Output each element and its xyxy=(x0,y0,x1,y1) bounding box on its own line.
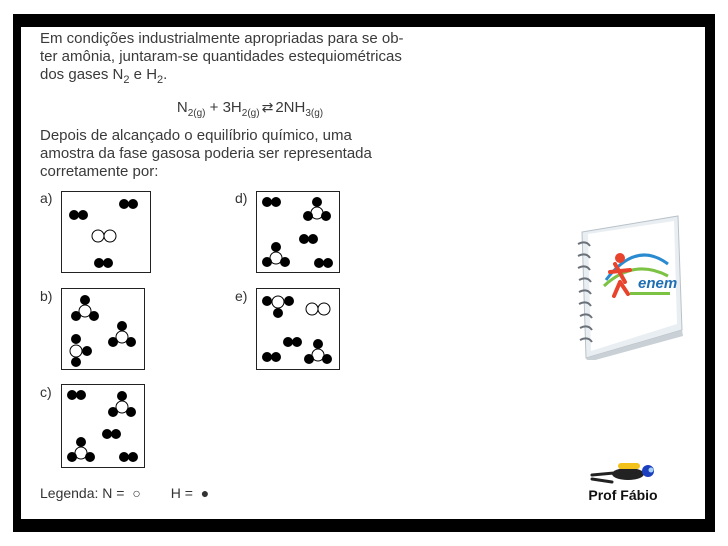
n2-molecule xyxy=(92,230,116,242)
h2-molecule xyxy=(283,337,302,347)
hydrogen-symbol-icon: ● xyxy=(200,485,210,501)
option-d-label: d) xyxy=(235,190,248,206)
intro-text xyxy=(40,30,420,89)
option-d-molecules xyxy=(257,192,339,272)
legend-n-label: Legenda: N = xyxy=(40,485,125,501)
stem-line-3: corretamente por: xyxy=(40,163,159,180)
h2-molecule xyxy=(119,199,138,209)
eq-nh3: 2NH xyxy=(275,99,306,116)
option-c-box[interactable] xyxy=(61,384,145,468)
h2-molecule xyxy=(102,429,121,439)
equilibrium-arrows-icon: ⇄ xyxy=(261,99,274,115)
intro-line-2: ter amônia, juntaram-se quantidades estequiométricas xyxy=(40,48,402,65)
option-e-label: e) xyxy=(235,288,248,304)
intro-line-1: Em condições industrialmente apropriadas para se ob- xyxy=(40,30,404,47)
eq-h2-sub: 2(g) xyxy=(241,108,260,119)
option-e-molecules xyxy=(257,289,339,369)
option-b-box[interactable] xyxy=(61,288,145,370)
option-a-box[interactable] xyxy=(61,191,151,273)
intro-line-3-end: . xyxy=(163,66,168,83)
intro-line-3: dos gases N xyxy=(40,66,124,83)
option-a-molecules xyxy=(62,192,150,272)
signature xyxy=(578,457,668,507)
h2-molecule xyxy=(262,197,281,207)
legend-h-label: H = xyxy=(170,485,193,501)
nitrogen-symbol-icon: ○ xyxy=(132,485,141,501)
nh3-molecule xyxy=(304,339,332,364)
nh3-molecule xyxy=(262,296,294,318)
option-b-label: b) xyxy=(40,288,53,304)
option-e-box[interactable] xyxy=(256,288,340,370)
intro-line-3-mid: e H xyxy=(129,66,158,83)
option-c-label: c) xyxy=(40,384,52,400)
option-d-box[interactable] xyxy=(256,191,340,273)
enem-notebook-image xyxy=(560,212,685,360)
signature-name: Prof Fábio xyxy=(588,487,658,503)
h2-molecule xyxy=(299,234,318,244)
option-b-molecules xyxy=(62,289,144,369)
question-stem xyxy=(40,127,420,181)
nh3-molecule xyxy=(108,321,136,347)
h2-molecule xyxy=(94,258,113,268)
n2-subscript: 2 xyxy=(123,74,130,86)
h2-molecule xyxy=(262,352,281,362)
nh3-molecule xyxy=(303,197,331,221)
h2-molecule xyxy=(67,390,86,400)
eq-plus-h2: + 3H xyxy=(205,99,242,116)
legend xyxy=(40,485,213,501)
nh3-molecule xyxy=(71,295,99,321)
nh3-molecule xyxy=(70,334,92,367)
chemical-equation xyxy=(80,99,420,119)
eq-nh3-sub: 3(g) xyxy=(305,108,324,119)
nh3-molecule xyxy=(262,242,290,267)
h2-molecule xyxy=(314,258,333,268)
eq-n2: N xyxy=(176,99,188,116)
notebook-logo-text: enem xyxy=(638,275,678,292)
option-a-label: a) xyxy=(40,190,53,206)
nh3-molecule xyxy=(108,391,136,417)
scuba-diver-icon xyxy=(578,457,668,487)
h2-molecule xyxy=(119,452,138,462)
n2-molecule xyxy=(306,303,330,315)
stem-line-1: Depois de alcançado o equilíbrio químico, uma xyxy=(40,127,352,144)
option-c-molecules xyxy=(62,385,144,467)
h2-molecule xyxy=(69,210,88,220)
nh3-molecule xyxy=(67,437,95,462)
h2-subscript: 2 xyxy=(157,74,164,86)
stem-line-2: amostra da fase gasosa poderia ser representada xyxy=(40,145,372,162)
eq-n2-sub: 2(g) xyxy=(187,108,206,119)
question-text xyxy=(40,30,420,181)
